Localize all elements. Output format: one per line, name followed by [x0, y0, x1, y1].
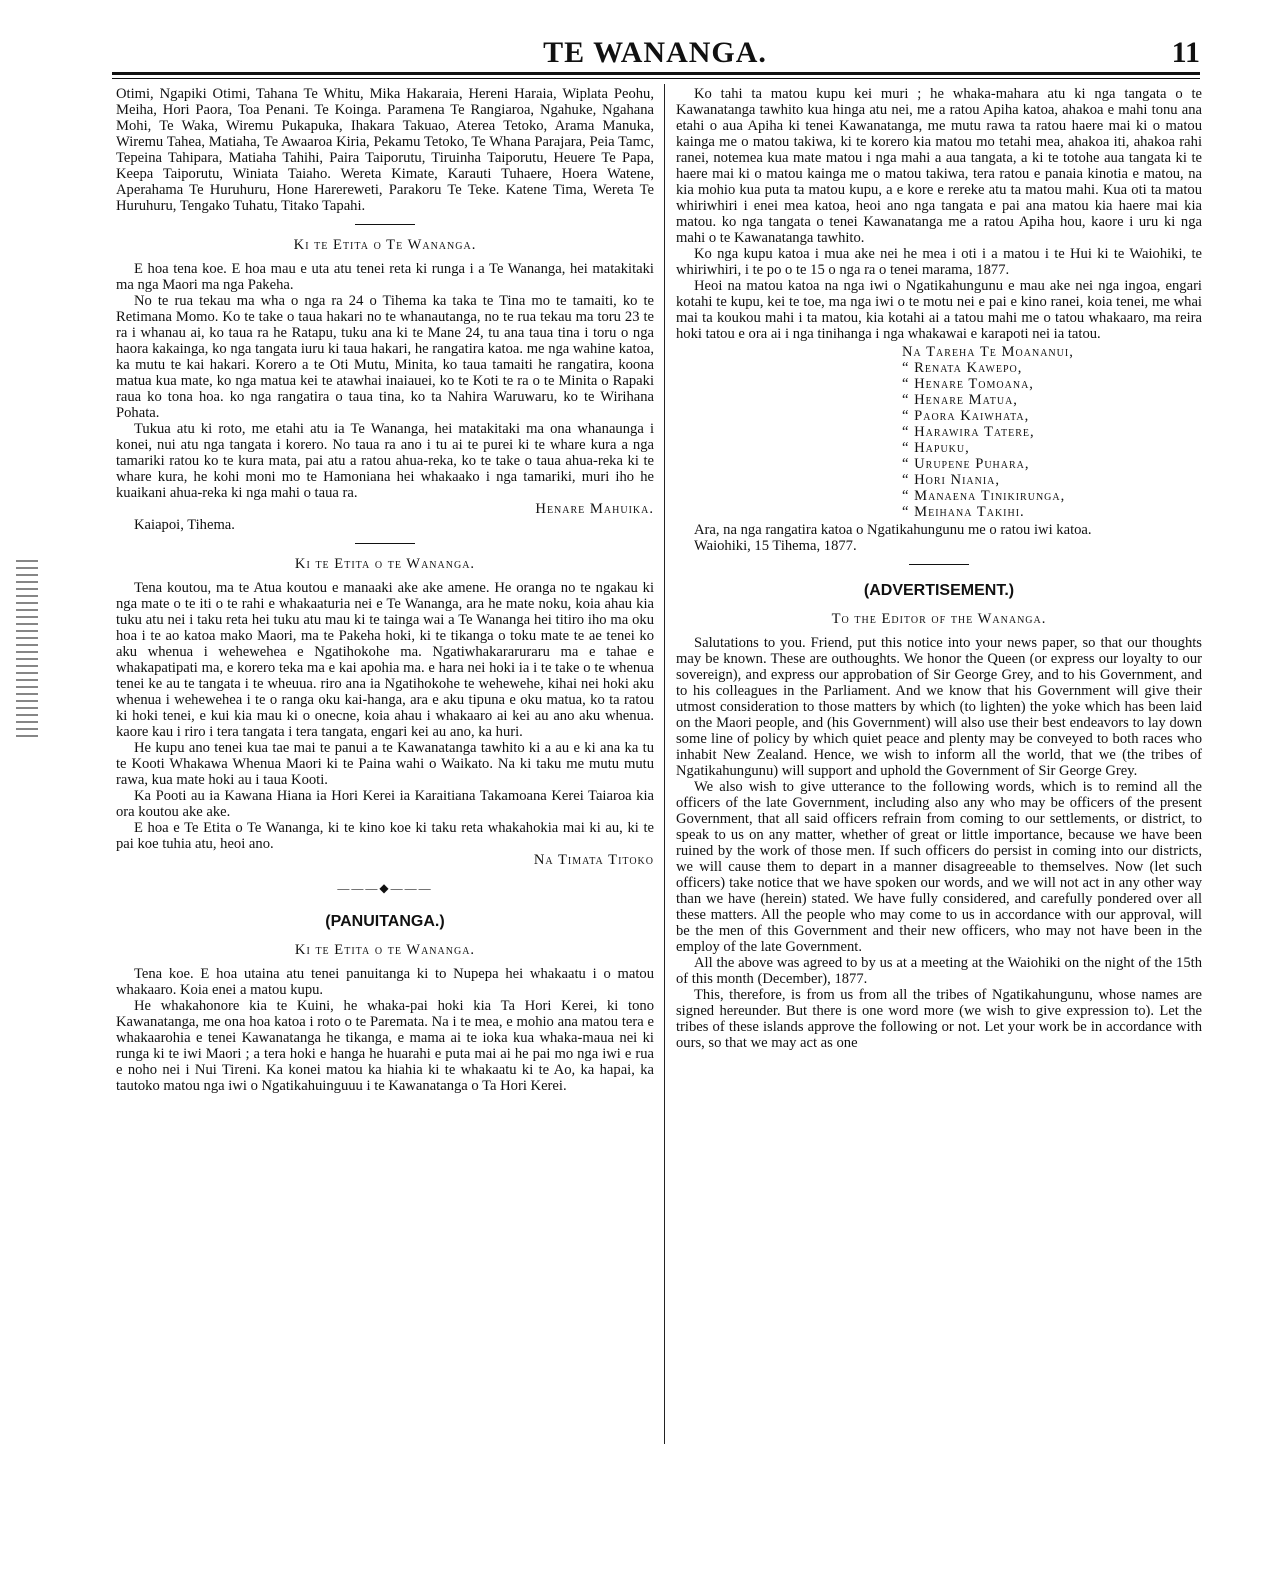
letter2-signature: Na Timata Titoko — [533, 852, 654, 868]
signer-name: “ Meihana Takihi. — [902, 504, 1025, 520]
ornament-divider: ———◆——— — [337, 881, 433, 895]
header-rule-thin — [112, 78, 1200, 79]
name-list-paragraph: Otimi, Ngapiki Otimi, Tahana Te Whitu, Mika Hakaraia, Hereni Haraia, Wiplata Peohu, Meiha, Hori Paora, Toa Penani. Te Koinga. Paramena Te Rangiaroa, Ngahuke, Ngahana Mohi, Te Waka, Wiremu Pukapuka, Ihakara Takuao, Aterea Tetoko, Arama Manuka, Wiremu Tahea, Matiaha, Te Awaaroa Kiria, Pekamu Tetoko, Te Whana Parajara, Peia Tamc, Tepeina Tahipara, Matiaha Tahihi, Paira Taiporutu, Tiruinha Taiporutu, Heuere Te Papa, Keepa Taiporutu, Winiata Taiaho. Wereta Kimate, Karauti Tuhaere, Hoera Watene, Aperahama Te Huruhuru, Hone Harereweti, Parakoru Te Teke. Katene Tima, Wereta Te Huruhuru, Tengako Tuhatu, Titako Tapahi. — [116, 86, 654, 214]
header-rule — [112, 72, 1200, 75]
letter1-paragraph: No te rua tekau ma wha o nga ra 24 o Tihema ka taka te Tina mo te tamaiti, ko te Retimana Momo. Ko te take o taua hakari no te whanautanga, no te rua tekau ma toru 23 te ra i whanau ai, ko taua ra he Ratapu, tuku ana ki te Mane 24, tu ana taua tina i toru o nga haora kakainga, ko nga tangata iuru ki taua hakari, he rangatira katoa. me nga wahine katoa, ka mutu te kai hakari. Korero a te Oti Mutu, Minita, ko taua tamaiti he rangatira, koona matua kua mate, ko nga matua kei te atawhai inaiauei, ko te Koti te ra o te Minita o Rapaki raua ko tona hoa. ko nga rangatira o taua tina, ko ta Nahira Waruwaru, ko te Wirihana Pohata. — [116, 293, 654, 421]
signer-name: Na Tareha Te Moananui, — [902, 344, 1074, 360]
section-rule — [355, 543, 415, 544]
signer-name: “ Urupene Puhara, — [902, 456, 1030, 472]
section-rule — [355, 224, 415, 225]
scan-edge-mark — [16, 560, 38, 740]
letter1-paragraph: E hoa tena koe. E hoa mau e uta atu tenei reta ki runga i a Te Wananga, hei matakitaki ma nga Maori ma nga Pakeha. — [116, 261, 654, 293]
closing-line: Ara, na nga rangatira katoa o Ngatikahungunu me o ratou iwi katoa. — [694, 522, 1092, 538]
panuitanga-paragraph: He whakahonore kia te Kuini, he whaka-pai hoki kia Ta Hori Kerei, ki tono Kawanatanga, me ona hoa katoa i roto o te Paremata. Na i te mea, e mohio ana matou tera e whakaarohia e tenei Kawanatanga he tikanga, e mama ai te ioka kua whaka-maua nei ki runga ki te iwi Maori ; a tera hoki e hanga he huarahi e puta mai ai he pai mo nga iwi e rua e noho nei i Nui Tireni. Ka konei matou ka hiahia ki te whakaatu ki te Ao, ka hapai, ka tautoko matou nga iwi o Ngatikahuinguuu i te Kawanatanga o Ta Hori Kerei. — [116, 998, 654, 1094]
masthead — [110, 36, 1200, 70]
signer-name: “ Hapuku, — [902, 440, 970, 456]
signer-name: “ Harawira Tatere, — [902, 424, 1035, 440]
signer-name: “ Henare Matua, — [902, 392, 1018, 408]
advertisement-heading: To the Editor of the Wananga. — [831, 611, 1047, 627]
signer-name: “ Paora Kaiwhata, — [902, 408, 1030, 424]
letter2-paragraph: He kupu ano tenei kua tae mai te panui a te Kawanatanga tawhito ki a au e ki ana ka tu te Kooti Whakawa Whenua Maori ki te Paina wahi o Waikato. Na ki taku me mutu mutu rawa, kua mate hoki au i taua Kooti. — [116, 740, 654, 788]
signer-name: “ Henare Tomoana, — [902, 376, 1034, 392]
masthead-title: TE WANANGA. — [543, 36, 767, 69]
page-number: 11 — [1171, 36, 1200, 69]
left-column — [116, 86, 654, 1094]
signer-name: “ Hori Niania, — [902, 472, 1001, 488]
letter2-paragraph: E hoa e Te Etita o Te Wananga, ki te kino koe ki taku reta whakahokia mai ki au, ki te pai koe tuhia atu, heoi ano. — [116, 820, 654, 852]
letter1-signature: Henare Mahuika. — [535, 501, 654, 517]
notice-paragraph: Ko tahi ta matou kupu kei muri ; he whaka-mahara atu ki nga tangata o te Kawanatanga tawhito kua hinga atu nei, me a ratou Apiha katoa, ahakoa e mahi tonu ana etahi o aua Apiha ki tenei Kawanatanga, me mutu rawa ta ratou haere mai ki o matou kainga me o matou takiwa, ki te korero kia matou mo tetahi mea, ahakoa iti, ahakoa rahi ranei, notemea kua mate matou i nga mahi a aua tangata, a ki te totohe aua tangata ki te haere mai ki o matou kainga me o matou takiwa, tera ratou e panaia kinotia e matou, na kia mohio kua puta ta matou kupu, a e kore e rereke atu ta matou mahi. Kua oti ta matou whiriwhiri i enei mea katoa, heoi ano nga tangata e pai ana matou kia haere mai kia matou. ko nga tangata o tenei Kawanatanga me a ratou Apiha hou, kaore i uru ki nga mahi o te Kawanatanga tawhito. — [676, 86, 1202, 246]
letter-heading-2: Ki te Etita o te Wananga. — [294, 556, 476, 572]
letter1-paragraph: Tukua atu ki roto, me etahi atu ia Te Wananga, hei matakitaki ma ona whanaunga i konei, nui atu nga tangata i korero. No taua ra ano i tu ai te purei ki te whare kura a nga tamariki ratou ko te kura mata, pai atu a ratou ahua-reka, ko te take o taua ahua-reka ki te whare kura, he kohi moni mo te Hamoniana hei whakaako i nga tamariki, muri iho he kuaikani ahua-reka ki nga mahi o taua ra. — [116, 421, 654, 501]
right-column — [676, 86, 1202, 1051]
section-rule — [909, 564, 969, 565]
column-divider — [664, 84, 665, 1444]
panuitanga-title: (PANUITANGA.) — [325, 913, 445, 930]
letter-heading-1: Ki te Etita o Te Wananga. — [293, 237, 477, 253]
signer-name: “ Manaena Tinikirunga, — [902, 488, 1066, 504]
letter1-place: Kaiapoi, Tihema. — [134, 517, 235, 533]
notice-paragraph: Ko nga kupu katoa i mua ake nei he mea i oti i a matou i te Hui ki te Waiohiki, te whiriwhiri, i te po o te 15 o nga ra o tenei marama, 1877. — [676, 246, 1202, 278]
advert-paragraph: Salutations to you. Friend, put this notice into your news paper, so that our thoughts may be known. These are outhoughts. We honor the Queen (or express our loyalty to our sovereign), and express our approbation of Sir George Grey, and to his Government, and to his colleagues in the Parliament. And we know that his Government will give their utmost consideration to those matters by which (to lighten) the yoke which has been laid on the Maori people, and (his Government) will also use their best endeavors to lay down some line of policy by which quiet peace and plenty may be conveyed to both races who inhabit New Zealand. Hence, we wish to inform all the world, that we (the tribes of Ngatikahungunu) will support and uphold the Government of Sir George Grey. — [676, 635, 1202, 779]
letter2-paragraph: Tena koutou, ma te Atua koutou e manaaki ake ake amene. He oranga no te ngakau ki nga mate o te iti o te rahi e whakaaturia nei e Te Wananga, ara he mate noku, koia ahau kia tuku atu nei i taku reta hei tuku atu mau ki te tainga wai a Te Wananga hei titiro iho ma oku hoa i te ao katoa mako Maori, ma te Pakeha hoki, ki te tikanga o toku mate te ae tenei ko aku whenua i wehewehea e Ngatihokohe ma. Ngatiwhakararuraru ma e tahae e whakapatipati ma, e korero teka ma e kai apohia ma. e hara nei hoki ia i te take o te whenua tenei ke au te tangata i te wheuua. riro ana ia Ngatihokohe te wehewehe, kihai nei hoki aku whenua i wehewehea i te o ranga oku kai-hanga, ara e aku tipuna e oku matua, ko ta ratou ki hoki tenei, e kui kia mau ki o onecne, koia ahau i whakaaro ai kei au ano aku whenua. kaore kau i riro i tera tangata i tera tangata, engari kei au ano, ka huri. — [116, 580, 654, 740]
signer-name: “ Renata Kawepo, — [902, 360, 1023, 376]
advert-paragraph: This, therefore, is from us from all the tribes of Ngatikahungunu, whose names are signed hereunder. But there is one word more (we wish to give expression to). Let the tribes of these islands approve the following or not. Let your work be in accordance with ours, so that we may act as one — [676, 987, 1202, 1051]
signer-list — [902, 344, 1202, 520]
advertisement-title: (ADVERTISEMENT.) — [863, 582, 1015, 599]
dateline: Waiohiki, 15 Tihema, 1877. — [694, 538, 857, 554]
advert-paragraph: All the above was agreed to by us at a meeting at the Waiohiki on the night of the 15th of this month (December), 1877. — [676, 955, 1202, 987]
notice-paragraph: Heoi na matou katoa na nga iwi o Ngatikahungunu e mau ake nei nga ingoa, engari kotahi te kupu, kei te toe, ma nga iwi o te motu nei e pai e kino ranei, koia tenei, me whai mai ta koukou mahi i ta matou, kia kotahi ai a tatou mahi me o tatou whakaaro, ma reira hoki tatou e ora ai i nga tinihanga i nga whakawai e karapoti nei ia tatou. — [676, 278, 1202, 342]
letter2-paragraph: Ka Pooti au ia Kawana Hiana ia Hori Kerei ia Karaitiana Takamoana Kerei Taiaroa kia ora koutou ake ake. — [116, 788, 654, 820]
letter-heading-3: Ki te Etita o te Wananga. — [294, 942, 476, 958]
panuitanga-paragraph: Tena koe. E hoa utaina atu tenei panuitanga ki to Nupepa hei whakaatu i o matou whakaaro. Koia enei a matou kupu. — [116, 966, 654, 998]
advert-paragraph: We also wish to give utterance to the following words, which is to remind all the officers of the late Government, including also any who may be officers of the present Government, that all said officers refrain from coming to our settlements, or district, to speak to us on any matter, whether of great or little importance, because we have been ruined by the work of those men. If such officers do persist in coming into our districts, we will cause them to depart in a manner disagreeable to themselves. Now (let such officers) take notice that we have spoken our words, and we will not act in any other way than we have (herein) stated. We have fully considered, and carefully pondered over all these matters. All the people who may come to us in accordance with our approval, will be the men of this Government and their new officers, who may not have been in the employ of the late Government. — [676, 779, 1202, 955]
